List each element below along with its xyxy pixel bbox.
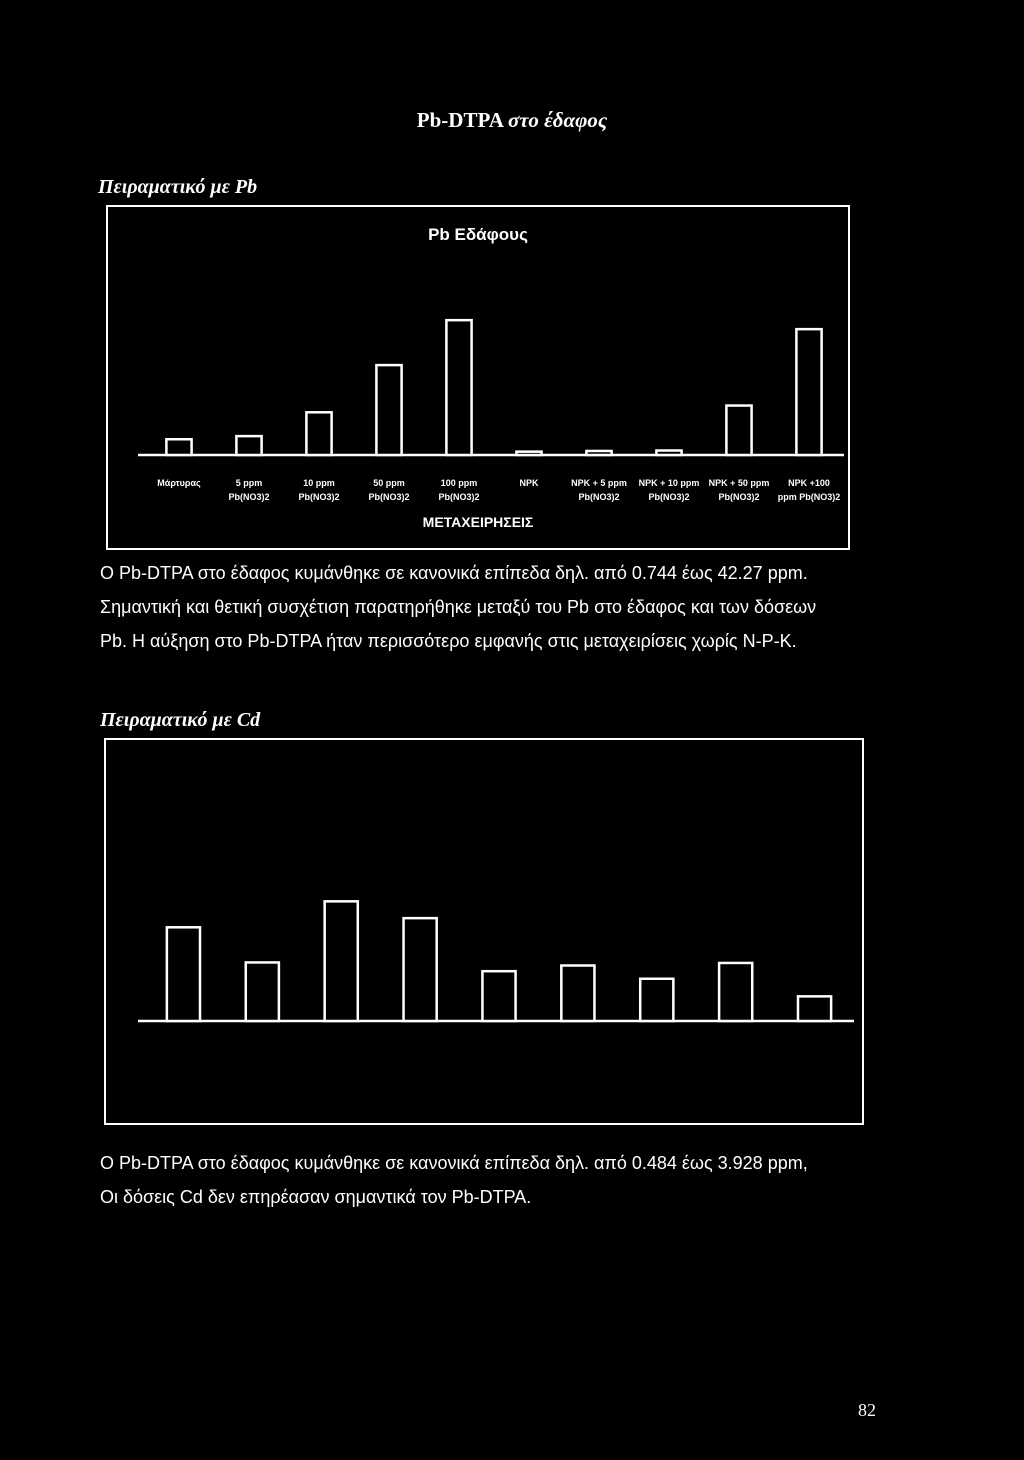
chart-cd-bar-7 xyxy=(719,963,752,1021)
paragraph-cd xyxy=(100,1146,940,1214)
chart-pb-category-label: 50 ppm Pb(NO3)2 xyxy=(368,478,410,502)
chart-pb-category-label: NPK + 5 ppm Pb(NO3)2 xyxy=(571,478,627,502)
paragraph-pb-line-1: Ο Pb-DTPA στο έδαφος κυμάνθηκε σε κανονικά επίπεδα δηλ. από 0.744 έως 42.27 ppm. xyxy=(100,563,808,583)
chart-cd-bar-4 xyxy=(482,971,515,1021)
chart-pb-bar-7 xyxy=(656,451,681,455)
chart-pb-bar-3 xyxy=(376,365,401,455)
page-title xyxy=(0,108,1024,133)
chart-cd-bar-8 xyxy=(798,996,831,1021)
chart-pb-category-label: 100 ppm Pb(NO3)2 xyxy=(438,478,480,502)
chart-pb-category-label: Μάρτυρας xyxy=(157,478,201,488)
chart-pb-category-labels xyxy=(106,476,850,506)
chart-cd-bar-5 xyxy=(561,966,594,1021)
page-title-prefix: Pb-DTPA xyxy=(416,108,503,132)
chart-cd-bar-1 xyxy=(246,962,279,1021)
chart-pb-bar-5 xyxy=(516,452,541,455)
paragraph-pb xyxy=(100,556,920,658)
paragraph-pb-line-2: Σημαντική και θετική συσχέτιση παρατηρήθηκε μεταξύ του Pb στο έδαφος και των δόσεων xyxy=(100,597,817,617)
chart-pb-bar-6 xyxy=(586,451,611,455)
section-heading-cd: Πειραματικό με Cd xyxy=(100,709,261,731)
paragraph-pb-line-3: Pb. Η αύξηση στο Pb-DTPA ήταν περισσότερο εμφανής στις μεταχειρίσεις χωρίς N-P-K. xyxy=(100,631,797,651)
chart-pb-title: Pb Εδάφους xyxy=(428,225,528,244)
chart-cd-bar-6 xyxy=(640,979,673,1021)
chart-pb-bar-0 xyxy=(166,439,191,455)
chart-cd-bar-3 xyxy=(404,918,437,1021)
chart-cd-plot xyxy=(104,738,864,1125)
chart-pb-bar-9 xyxy=(796,329,821,455)
chart-pb-category-label: NPK + 10 ppm Pb(NO3)2 xyxy=(638,478,700,502)
chart-pb-bar-8 xyxy=(726,406,751,455)
paragraph-cd-line-2: Οι δόσεις Cd δεν επηρέασαν σημαντικά τον Pb-DTPA. xyxy=(100,1187,532,1207)
chart-pb-category-label: NPK +100 ppm Pb(NO3)2 xyxy=(777,478,841,502)
chart-pb-bar-4 xyxy=(446,320,471,455)
chart-pb-xlabel: ΜΕΤΑΧΕΙΡΗΣΕΙΣ xyxy=(422,514,534,530)
chart-pb-category-label: NPK + 50 ppm Pb(NO3)2 xyxy=(708,478,770,502)
section-heading-pb: Πειραματικό με Pb xyxy=(98,176,258,198)
chart-cd-bar-0 xyxy=(167,927,200,1021)
chart-pb-category-label: 5 ppm Pb(NO3)2 xyxy=(228,478,270,502)
page-title-suffix: στο έδαφος xyxy=(507,108,608,132)
chart-cd-bar-2 xyxy=(325,901,358,1021)
paragraph-cd-line-1: Ο Pb-DTPA στο έδαφος κυμάνθηκε σε κανονικά επίπεδα δηλ. από 0.484 έως 3.928 ppm, xyxy=(100,1153,808,1173)
page-number: 82 xyxy=(858,1400,876,1420)
chart-pb-bar-2 xyxy=(306,412,331,455)
chart-pb-category-label: NPK xyxy=(519,478,539,488)
chart-pb-category-label: 10 ppm Pb(NO3)2 xyxy=(298,478,340,502)
chart-pb-bar-1 xyxy=(236,436,261,455)
